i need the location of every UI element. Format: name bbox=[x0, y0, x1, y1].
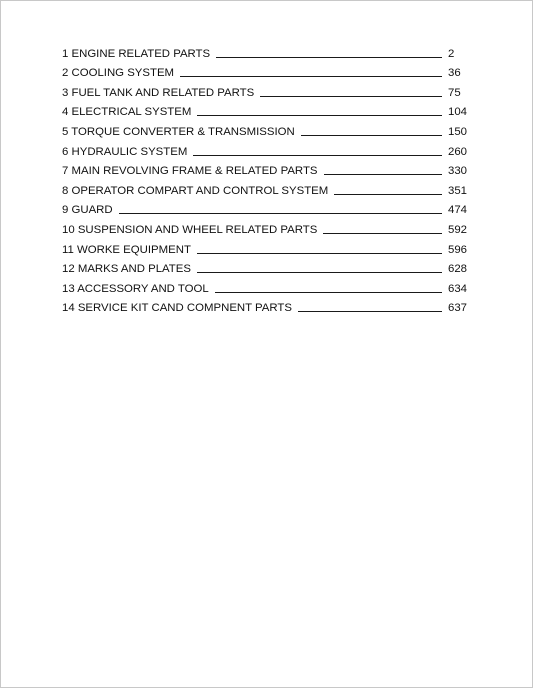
toc-entry-title: 5 TORQUE CONVERTER & TRANSMISSION bbox=[62, 125, 295, 138]
toc-leader-line bbox=[215, 292, 442, 293]
toc-leader-line bbox=[298, 311, 442, 312]
toc-leader-line bbox=[301, 135, 442, 136]
toc-entry-title: 1 ENGINE RELATED PARTS bbox=[62, 47, 211, 60]
toc-entry[interactable] bbox=[62, 100, 474, 120]
toc-entry-page: 637 bbox=[448, 302, 468, 315]
toc-entry-title: 7 MAIN REVOLVING FRAME & RELATED PARTS bbox=[62, 165, 318, 178]
toc-entry-page: 104 bbox=[448, 106, 468, 119]
toc-entry-page: 351 bbox=[448, 184, 468, 197]
toc-entry-title: 13 ACCESSORY AND TOOL bbox=[62, 282, 209, 295]
toc-entry-page: 36 bbox=[448, 67, 461, 80]
toc-leader-line bbox=[180, 76, 442, 77]
toc-entry-title: 14 SERVICE KIT CAND COMPNENT PARTS bbox=[62, 302, 292, 315]
toc-entry[interactable] bbox=[62, 237, 474, 257]
toc-entry[interactable] bbox=[62, 276, 474, 296]
toc-entry-title: 2 COOLING SYSTEM bbox=[62, 67, 175, 80]
toc-leader-line bbox=[119, 213, 442, 214]
toc-entry-page: 150 bbox=[448, 125, 468, 138]
toc-entry[interactable] bbox=[62, 119, 474, 139]
toc-entry-title: 3 FUEL TANK AND RELATED PARTS bbox=[62, 86, 255, 99]
toc-leader-line bbox=[334, 194, 442, 195]
toc-entry[interactable] bbox=[62, 80, 474, 100]
toc-entry-title: 8 OPERATOR COMPART AND CONTROL SYSTEM bbox=[62, 184, 329, 197]
toc-entry-title: 4 ELECTRICAL SYSTEM bbox=[62, 106, 192, 119]
toc-entry-title: 12 MARKS AND PLATES bbox=[62, 263, 191, 276]
toc-entry-title: 10 SUSPENSION AND WHEEL RELATED PARTS bbox=[62, 223, 318, 236]
toc-entry[interactable] bbox=[62, 296, 474, 316]
toc-entry-page: 2 bbox=[448, 47, 455, 60]
toc-leader-line bbox=[197, 272, 442, 273]
toc-leader-line bbox=[260, 96, 442, 97]
toc-entry[interactable] bbox=[62, 139, 474, 159]
toc-leader-line bbox=[324, 174, 443, 175]
toc-leader-line bbox=[193, 155, 442, 156]
toc-leader-line bbox=[216, 57, 442, 58]
toc-entry-page: 634 bbox=[448, 282, 468, 295]
toc-entry[interactable] bbox=[62, 257, 474, 277]
toc-entry[interactable] bbox=[62, 61, 474, 81]
toc-entry-page: 474 bbox=[448, 204, 468, 217]
toc-entry[interactable] bbox=[62, 41, 474, 61]
toc-leader-line bbox=[197, 115, 442, 116]
table-of-contents bbox=[62, 41, 474, 315]
toc-entry[interactable] bbox=[62, 217, 474, 237]
toc-entry[interactable] bbox=[62, 178, 474, 198]
toc-entry-page: 628 bbox=[448, 263, 468, 276]
toc-entry-page: 75 bbox=[448, 86, 461, 99]
toc-entry-title: 9 GUARD bbox=[62, 204, 113, 217]
toc-leader-line bbox=[323, 233, 442, 234]
toc-entry-page: 592 bbox=[448, 223, 468, 236]
toc-entry-page: 260 bbox=[448, 145, 468, 158]
toc-entry[interactable] bbox=[62, 198, 474, 218]
toc-entry-title: 6 HYDRAULIC SYSTEM bbox=[62, 145, 188, 158]
toc-entry[interactable] bbox=[62, 159, 474, 179]
toc-leader-line bbox=[197, 253, 442, 254]
toc-entry-page: 330 bbox=[448, 165, 468, 178]
toc-entry-page: 596 bbox=[448, 243, 468, 256]
toc-entry-title: 11 WORKE EQUIPMENT bbox=[62, 243, 191, 256]
